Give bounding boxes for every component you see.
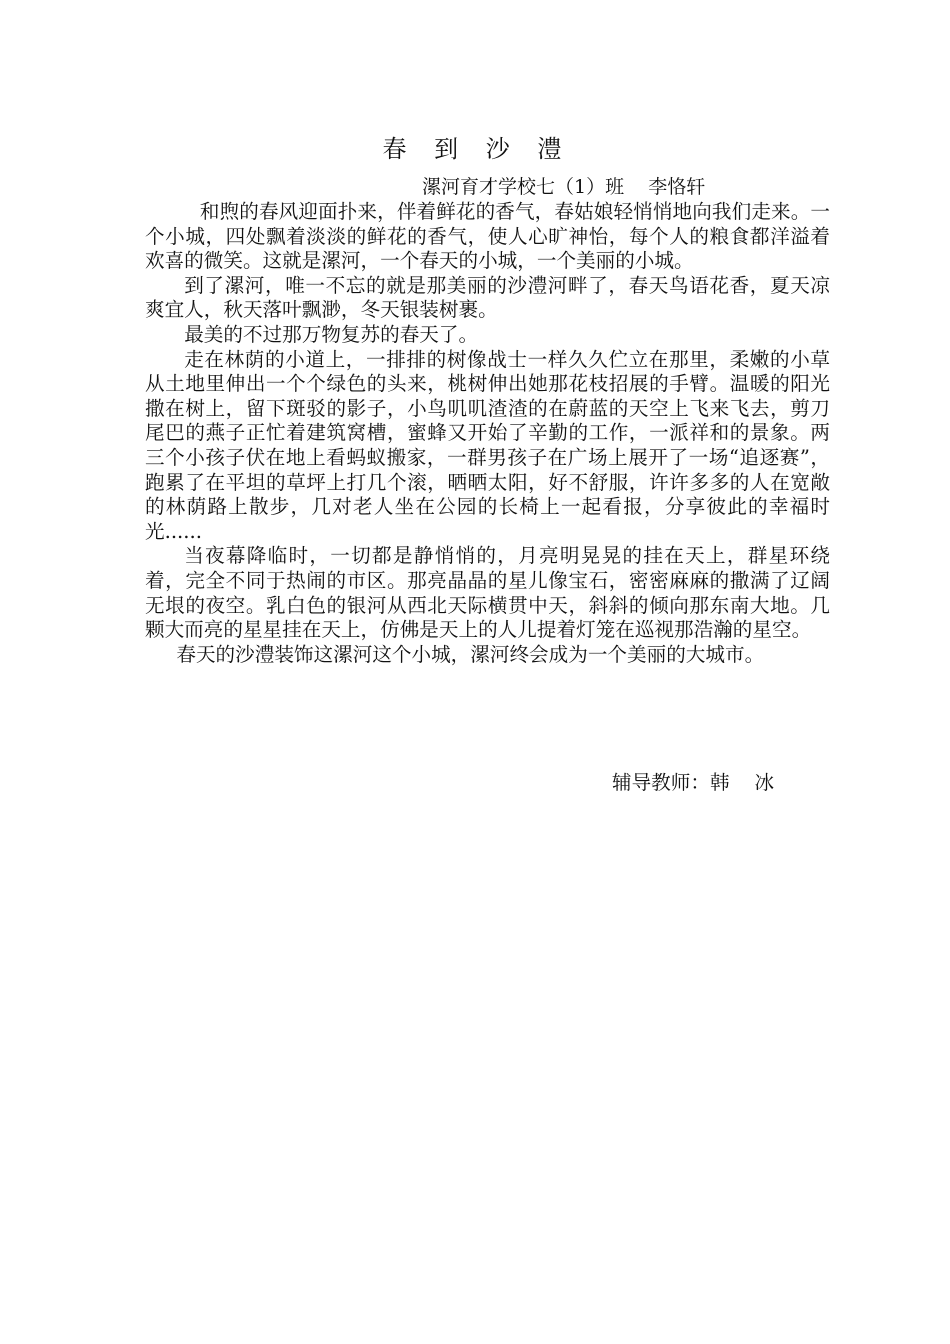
paragraph: 和煦的春风迎面扑来，伴着鲜花的香气，春姑娘轻悄悄地向我们走来。一个小城，四处飘着淡淡的鲜花的香气，使人心旷神怡，每个人的粮食都洋溢着欢喜的微笑。这就是漯河，一个春天的小城，一个美丽的小城。 bbox=[145, 200, 830, 273]
essay-title: 春 到 沙 澧 bbox=[382, 135, 572, 163]
author-byline: 漯河育才学校七（1）班 李恪轩 bbox=[422, 176, 706, 198]
paragraph: 到了漯河，唯一不忘的就是那美丽的沙澧河畔了，春天鸟语花香，夏天凉爽宜人，秋天落叶飘渺，冬天银装树裹。 bbox=[145, 273, 830, 322]
paragraph: 最美的不过那万物复苏的春天了。 bbox=[184, 322, 479, 346]
paragraph: 走在林荫的小道上，一排排的树像战士一样久久伫立在那里，柔嫩的小草从土地里伸出一个个绿色的头来，桃树伸出她那花枝招展的手臂。温暖的阳光撒在树上，留下斑驳的影子，小鸟叽叽渣渣的在蔚蓝的天空上飞来飞去，剪刀尾巴的燕子正忙着建筑窝槽，蜜蜂又开始了辛勤的工作，一派祥和的景象。两三个小孩子伏在地上看蚂蚁搬家，一群男孩子在广场上展开了一场“追逐赛”，跑累了在平坦的草坪上打几个滚，晒晒太阳，好不舒服，许许多多的人在宽敞的林荫路上散步，几对老人坐在公园的长椅上一起看报，分享彼此的幸福时光...... bbox=[145, 347, 830, 543]
paragraph: 当夜幕降临时，一切都是静悄悄的，月亮明晃晃的挂在天上，群星环绕着，完全不同于热闹的市区。那亮晶晶的星儿像宝石，密密麻麻的撒满了辽阔无垠的夜空。乳白色的银河从西北天际横贯中天，斜斜的倾向那东南大地。几颗大而亮的星星挂在天上，仿佛是天上的人儿提着灯笼在巡视那浩瀚的星空。 bbox=[145, 544, 830, 642]
essay-body bbox=[145, 200, 830, 667]
paragraph: 春天的沙澧装饰这漯河这个小城，漯河终会成为一个美丽的大城市。 bbox=[176, 642, 765, 666]
advisor-signature: 辅导教师：韩 冰 bbox=[612, 771, 775, 794]
